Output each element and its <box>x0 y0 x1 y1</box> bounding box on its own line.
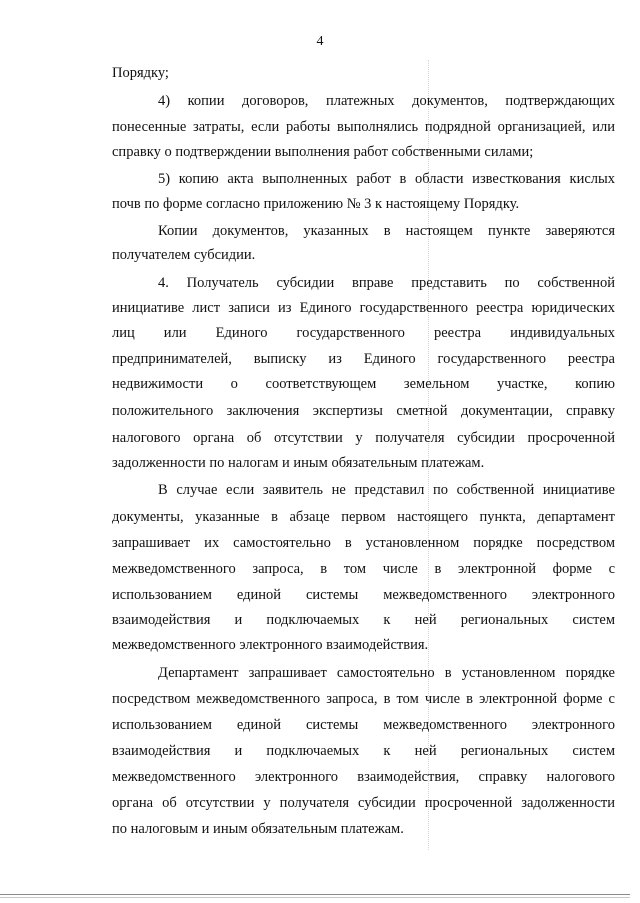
text-line: В случае если заявитель не представил по собственной инициативе <box>158 482 615 498</box>
text-line: взаимодействия и подключаемых к ней региональных систем <box>112 743 615 759</box>
text-line: 5) копию акта выполненных работ в области известкования кислых <box>158 171 615 187</box>
text-line: посредством межведомственного запроса, в том числе в электронной форме с <box>112 691 615 707</box>
text-line: межведомственного электронного взаимодействия, справку налогового <box>112 769 615 785</box>
text-line: справку о подтверждении выполнения работ собственными силами; <box>112 144 534 160</box>
text-line: недвижимости о соответствующем земельном участке, копию <box>112 376 615 392</box>
text-line: использованием единой системы межведомственного электронного <box>112 717 615 733</box>
text-line: положительного заключения экспертизы сметной документации, справку <box>112 403 615 419</box>
text-line: взаимодействия и подключаемых к ней региональных систем <box>112 612 615 628</box>
text-line: понесенные затраты, если работы выполнялись подрядной организацией, или <box>112 119 615 135</box>
text-line: Порядку; <box>112 65 169 81</box>
scan-edge-line <box>0 894 630 895</box>
text-line: запрашивает их самостоятельно в установленном порядке посредством <box>112 535 615 551</box>
text-line: Копии документов, указанных в настоящем пункте заверяются <box>158 223 615 239</box>
text-line: задолженности по налогам и иным обязательным платежам. <box>112 455 485 471</box>
text-line: межведомственного запроса, в том числе в электронной форме с <box>112 561 615 577</box>
text-line: органа об отсутствии у получателя субсидии просроченной задолженности <box>112 795 615 811</box>
text-line: предпринимателей, выписку из Единого государственного реестра <box>112 351 615 367</box>
text-line: 4. Получатель субсидии вправе представить по собственной <box>158 275 615 291</box>
text-line: 4) копии договоров, платежных документов, подтверждающих <box>158 93 615 109</box>
text-line: по налоговым и иным обязательным платежам. <box>112 821 404 837</box>
text-line: Департамент запрашивает самостоятельно в установленном порядке <box>158 665 615 681</box>
text-line: лиц или Единого государственного реестра индивидуальных <box>112 325 615 341</box>
text-line: инициативе лист записи из Единого государственного реестра юридических <box>112 300 615 316</box>
scan-edge-line <box>0 897 630 898</box>
text-line: налогового органа об отсутствии у получателя субсидии просроченной <box>112 430 615 446</box>
text-line: использованием единой системы межведомственного электронного <box>112 587 615 603</box>
text-line: документы, указанные в абзаце первом настоящего пункта, департамент <box>112 509 615 525</box>
text-line: получателем субсидии. <box>112 247 256 263</box>
page-number: 4 <box>316 34 324 49</box>
text-line: почв по форме согласно приложению № 3 к настоящему Порядку. <box>112 196 520 212</box>
text-line: межведомственного электронного взаимодействия. <box>112 637 429 653</box>
